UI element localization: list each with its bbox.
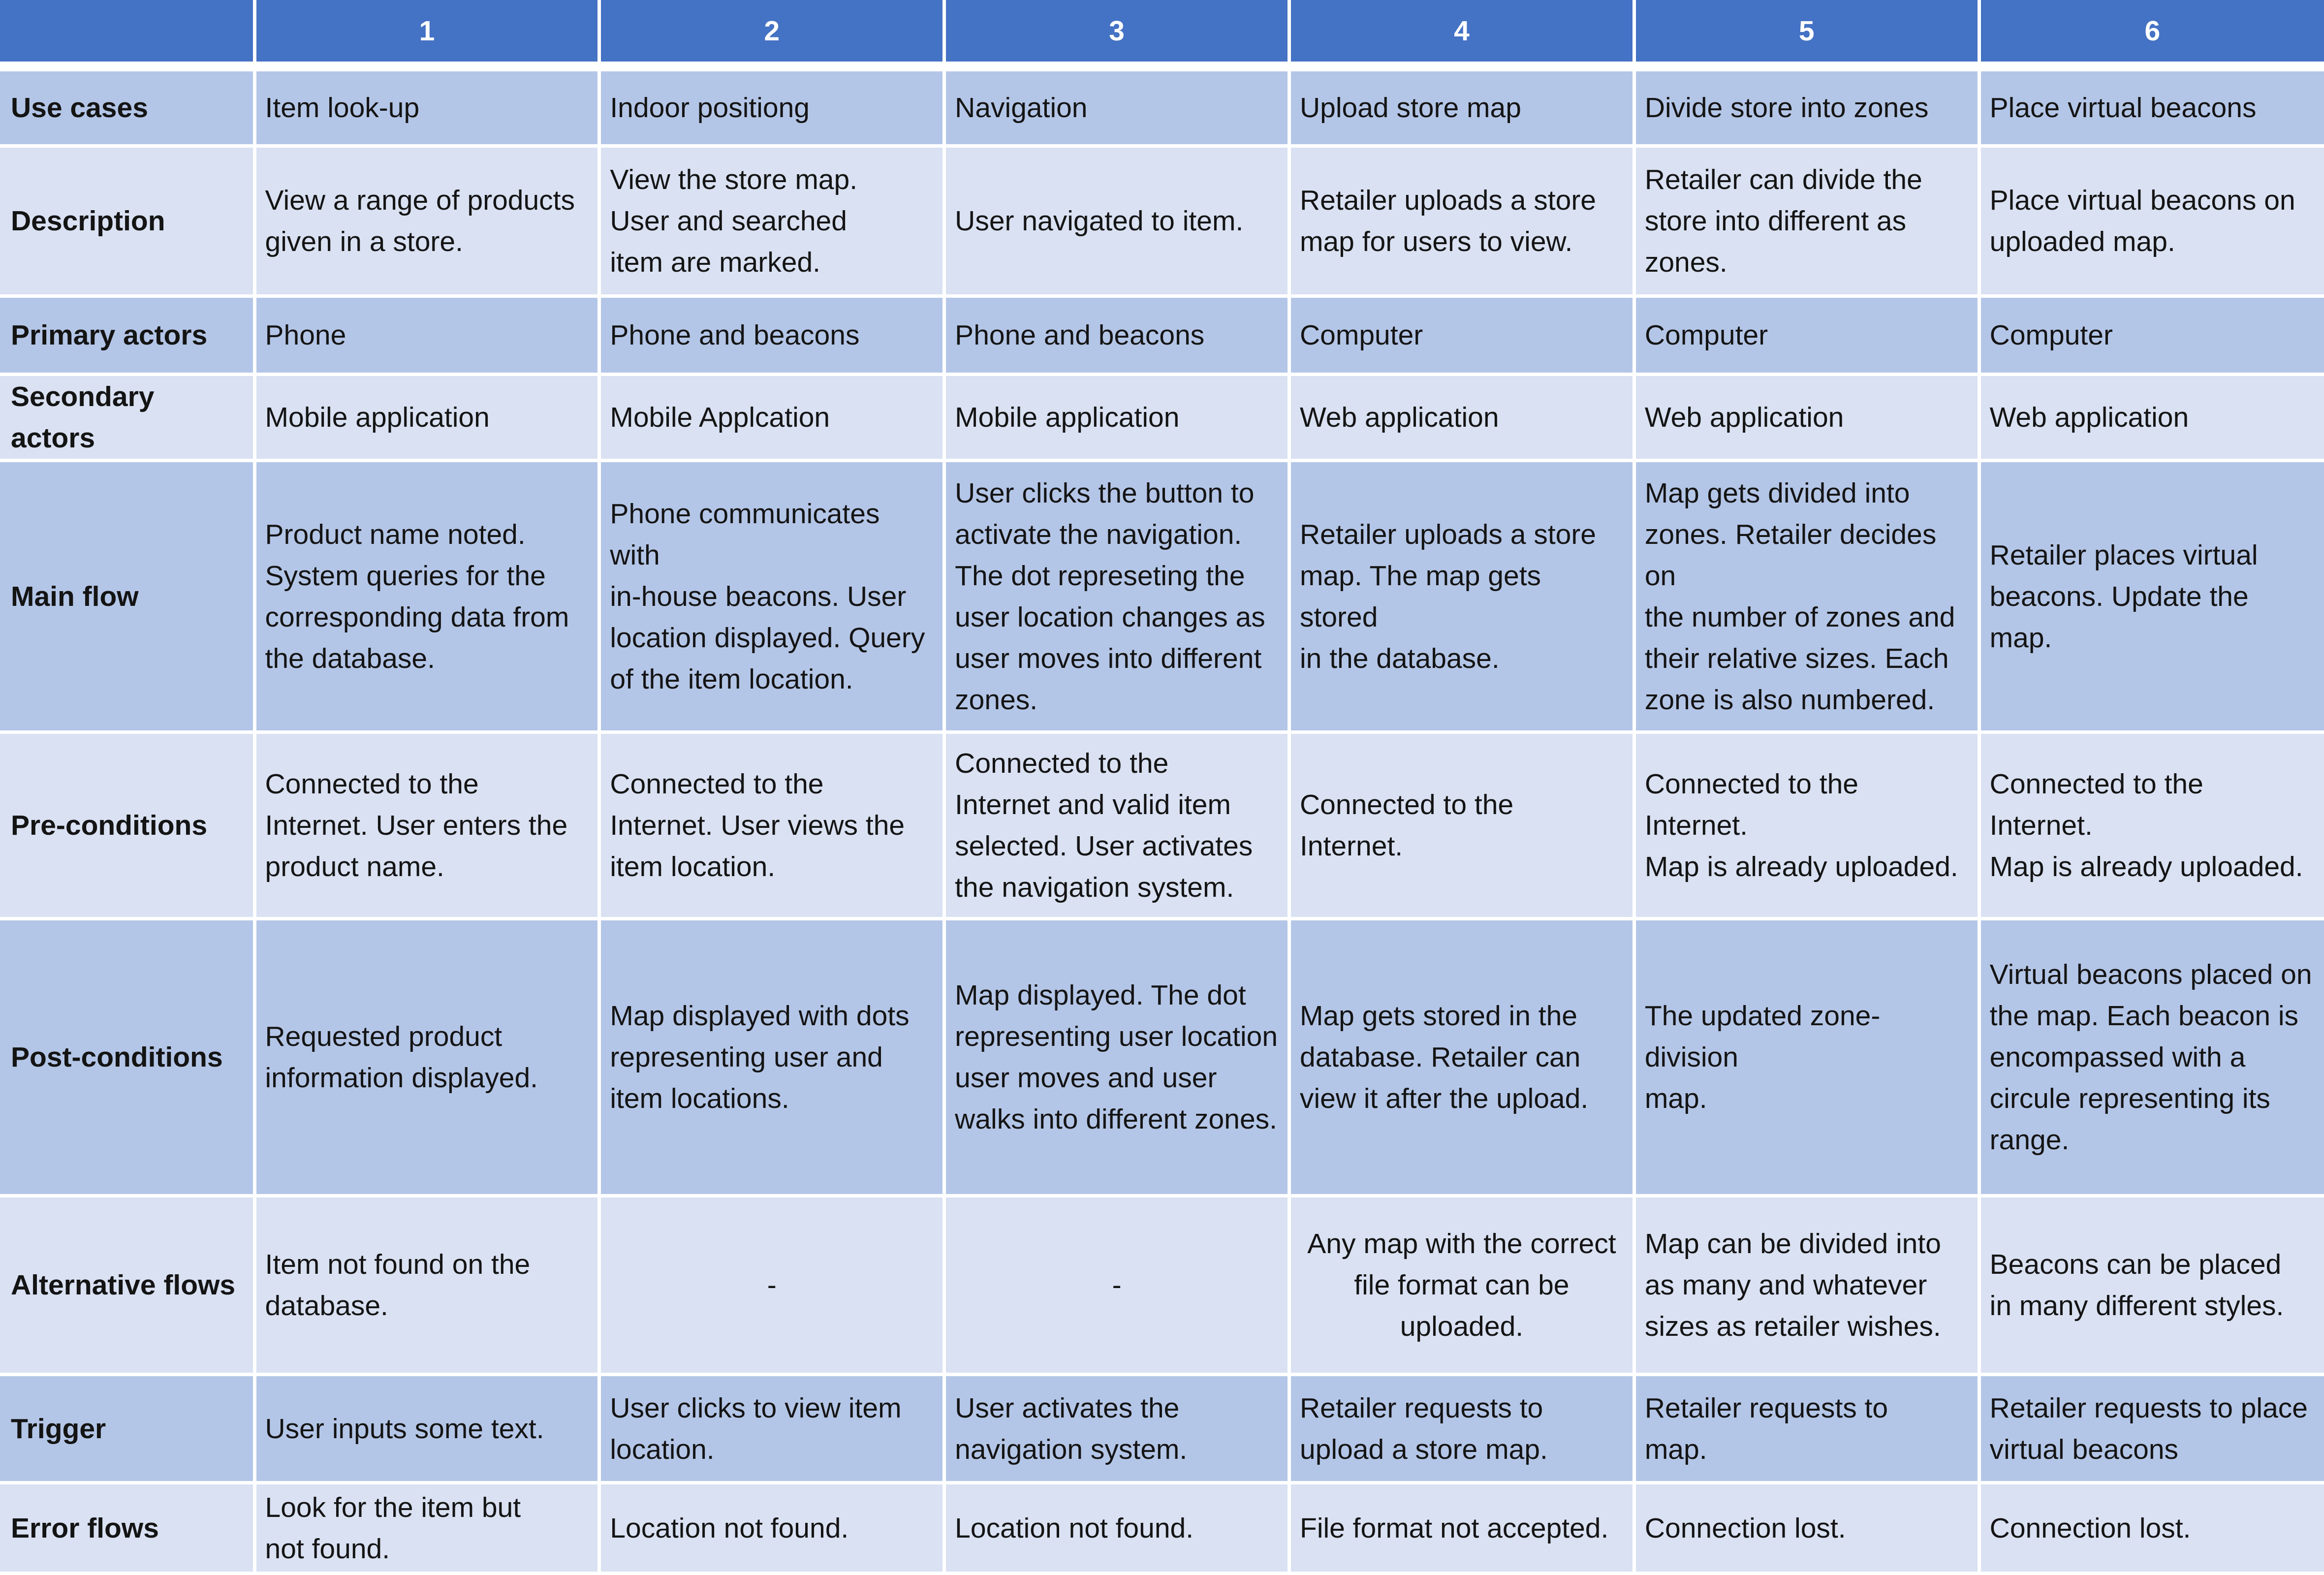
row-label: Description [0, 146, 254, 296]
table-cell: Computer [1979, 296, 2324, 375]
row-label: Error flows [0, 1483, 254, 1574]
table-cell: User clicks to view item location. [599, 1375, 944, 1483]
table-cell: Divide store into zones [1634, 66, 1979, 146]
table-cell: Retailer requests to map. [1634, 1375, 1979, 1483]
table-cell: Web application [1289, 375, 1634, 461]
table-cell: Connected to the Internet. [1289, 732, 1634, 919]
table-cell: The updated zone-division map. [1634, 919, 1979, 1196]
table-cell: Phone and beacons [944, 296, 1289, 375]
table-cell: Any map with the correct file format can be uploaded. [1289, 1196, 1634, 1375]
table-cell: Computer [1289, 296, 1634, 375]
row-label: Primary actors [0, 296, 254, 375]
table-cell: Retailer requests to upload a store map. [1289, 1375, 1634, 1483]
table-cell: Map gets divided into zones. Retailer decides on the number of zones and their relative sizes. Each zone is also numbered. [1634, 461, 1979, 732]
table-cell: Connection lost. [1634, 1483, 1979, 1574]
table-cell: User inputs some text. [254, 1375, 599, 1483]
table-cell: Connected to the Internet. User views the item location. [599, 732, 944, 919]
header-row [0, 0, 2324, 66]
table-cell: Product name noted. System queries for the corresponding data from the database. [254, 461, 599, 732]
row-primary-actors [0, 296, 2324, 375]
table-cell: Location not found. [944, 1483, 1289, 1574]
row-label: Trigger [0, 1375, 254, 1483]
table-cell: Connection lost. [1979, 1483, 2324, 1574]
table-cell: Location not found. [599, 1483, 944, 1574]
table-cell: Retailer can divide the store into different as zones. [1634, 146, 1979, 296]
table-cell: Place virtual beacons on uploaded map. [1979, 146, 2324, 296]
table-cell: Mobile application [254, 375, 599, 461]
table-cell: Web application [1634, 375, 1979, 461]
header-cell-2: 2 [599, 0, 944, 66]
row-label: Use cases [0, 66, 254, 146]
table-cell: Beacons can be placed in many different styles. [1979, 1196, 2324, 1375]
table-cell: Upload store map [1289, 66, 1634, 146]
table-cell: Look for the item but not found. [254, 1483, 599, 1574]
table-cell: Requested product information displayed. [254, 919, 599, 1196]
table-cell: User clicks the button to activate the navigation. The dot represeting the user location changes as user moves into different zones. [944, 461, 1289, 732]
row-label: Pre-conditions [0, 732, 254, 919]
table-cell: Map displayed. The dot representing user location user moves and user walks into different zones. [944, 919, 1289, 1196]
table-cell: Map can be divided into as many and whatever sizes as retailer wishes. [1634, 1196, 1979, 1375]
row-label: Alternative flows [0, 1196, 254, 1375]
table-cell: File format not accepted. [1289, 1483, 1634, 1574]
table-cell: Retailer places virtual beacons. Update the map. [1979, 461, 2324, 732]
row-post-conditions [0, 919, 2324, 1196]
row-label: Main flow [0, 461, 254, 732]
table-cell: Phone communicates with in-house beacons. User location displayed. Query of the item location. [599, 461, 944, 732]
table-cell: Web application [1979, 375, 2324, 461]
header-cell-1: 1 [254, 0, 599, 66]
table-cell: Computer [1634, 296, 1979, 375]
table-cell: View the store map. User and searched item are marked. [599, 146, 944, 296]
table-cell: Item not found on the database. [254, 1196, 599, 1375]
row-main-flow [0, 461, 2324, 732]
row-trigger [0, 1375, 2324, 1483]
row-pre-conditions [0, 732, 2324, 919]
header-cell-4: 4 [1289, 0, 1634, 66]
row-use-cases [0, 66, 2324, 146]
table-cell: Mobile Applcation [599, 375, 944, 461]
header-cell-5: 5 [1634, 0, 1979, 66]
table-cell: User activates the navigation system. [944, 1375, 1289, 1483]
table-cell: User navigated to item. [944, 146, 1289, 296]
table-cell: Map gets stored in the database. Retailer can view it after the upload. [1289, 919, 1634, 1196]
row-secondary-actors [0, 375, 2324, 461]
table-cell: - [944, 1196, 1289, 1375]
row-description [0, 146, 2324, 296]
table-cell: Navigation [944, 66, 1289, 146]
table-cell: Connected to the Internet. User enters the product name. [254, 732, 599, 919]
table-cell: Retailer uploads a store map. The map gets stored in the database. [1289, 461, 1634, 732]
row-label: Post-conditions [0, 919, 254, 1196]
table-cell: - [599, 1196, 944, 1375]
row-label: Secondary actors [0, 375, 254, 461]
table-cell: Phone and beacons [599, 296, 944, 375]
table-cell: Mobile application [944, 375, 1289, 461]
table-cell: Retailer uploads a store map for users to view. [1289, 146, 1634, 296]
table-cell: Connected to the Internet and valid item selected. User activates the navigation system. [944, 732, 1289, 919]
header-cell-3: 3 [944, 0, 1289, 66]
header-cell-corner [0, 0, 254, 66]
table-cell: Phone [254, 296, 599, 375]
table-cell: Item look-up [254, 66, 599, 146]
table-cell: View a range of products given in a store. [254, 146, 599, 296]
table-cell: Indoor positiong [599, 66, 944, 146]
row-error-flows [0, 1483, 2324, 1574]
header-cell-6: 6 [1979, 0, 2324, 66]
table-cell: Connected to the Internet. Map is already uploaded. [1634, 732, 1979, 919]
table-cell: Map displayed with dots representing user and item locations. [599, 919, 944, 1196]
table-cell: Virtual beacons placed on the map. Each beacon is encompassed with a circule representing its range. [1979, 919, 2324, 1196]
table-cell: Place virtual beacons [1979, 66, 2324, 146]
table-cell: Retailer requests to place virtual beacons [1979, 1375, 2324, 1483]
row-alternative-flows [0, 1196, 2324, 1375]
table-cell: Connected to the Internet. Map is already uploaded. [1979, 732, 2324, 919]
